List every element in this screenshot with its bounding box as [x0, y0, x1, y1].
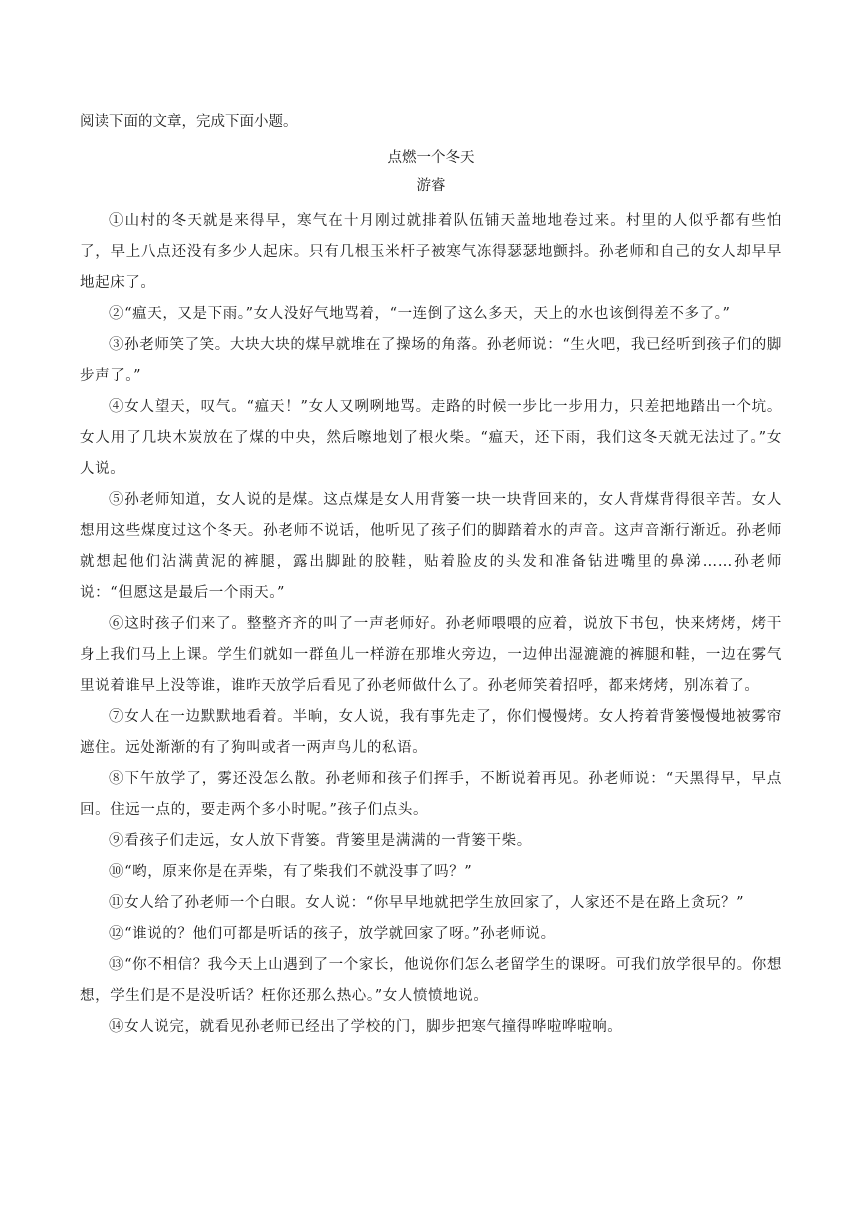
paragraph-7: ⑦女人在一边默默地看着。半晌，女人说，我有事先走了，你们慢慢烤。女人挎着背篓慢慢地被雾帘遮住。远处渐渐的有了狗叫或者一两声鸟儿的私语。: [80, 709, 782, 756]
paragraph-2: ②“瘟天，又是下雨。”女人没好气地骂着，“一连倒了这么多天，天上的水也该倒得差不多了。”: [109, 306, 731, 322]
paragraph-10: ⑩“哟，原来你是在弄柴，有了柴我们不就没事了吗？”: [109, 864, 473, 880]
instruction-text: 阅读下面的文章，完成下面小题。: [80, 114, 298, 130]
paragraph-8: ⑧下午放学了，雾还没怎么散。孙老师和孩子们挥手，不断说着再见。孙老师说：“天黑得早，早点回。住远一点的，要走两个多小时呢。”孩子们点头。: [80, 771, 782, 818]
article-title: 点燃一个冬天: [387, 150, 475, 166]
document-page: [80, 108, 782, 1043]
article-author: 游睿: [416, 178, 446, 194]
paragraph-12: ⑫“谁说的？他们可都是听话的孩子，放学就回家了呀。”孙老师说。: [109, 926, 556, 942]
paragraph-9: ⑨看孩子们走远，女人放下背篓。背篓里是满满的一背篓干柴。: [109, 833, 532, 849]
paragraph-13: ⑬“你不相信？我今天上山遇到了一个家长，他说你们怎么老留学生的课呀。可我们放学很早的。你想想，学生们是不是没听话？枉你还那么热心。”女人愤愤地说。: [80, 957, 782, 1004]
paragraph-1: ①山村的冬天就是来得早，寒气在十月刚过就排着队伍铺天盖地地卷过来。村里的人似乎都有些怕了，早上八点还没有多少人起床。只有几根玉米杆子被寒气冻得瑟瑟地颤抖。孙老师和自己的女人却早早地起床了。: [80, 213, 782, 291]
paragraph-4: ④女人望天，叹气。“瘟天！”女人又咧咧地骂。走路的时候一步比一步用力，只差把地踏出一个坑。女人用了几块木炭放在了煤的中央，然后嚓地划了根火柴。“瘟天，还下雨，我们这冬天就无法过了。”女人说。: [80, 399, 782, 477]
article-body: [80, 206, 782, 1043]
paragraph-11: ⑪女人给了孙老师一个白眼。女人说：“你早早地就把学生放回家了，人家还不是在路上贪玩？”: [109, 895, 745, 911]
paragraph-6: ⑥这时孩子们来了。整整齐齐的叫了一声老师好。孙老师喂喂的应着，说放下书包，快来烤烤，烤干身上我们马上上课。学生们就如一群鱼儿一样游在那堆火旁边，一边伸出湿漉漉的裤腿和鞋，一边在雾气里说着谁早上没等谁，谁昨天放学后看见了孙老师做什么了。孙老师笑着招呼，都来烤烤，别冻着了。: [80, 616, 782, 694]
paragraph-14: ⑭女人说完，就看见孙老师已经出了学校的门，脚步把寒气撞得哗啦哗啦响。: [109, 1019, 623, 1035]
paragraph-3: ③孙老师笑了笑。大块大块的煤早就堆在了操场的角落。孙老师说：“生火吧，我已经听到孩子们的脚步声了。”: [80, 337, 782, 384]
paragraph-5: ⑤孙老师知道，女人说的是煤。这点煤是女人用背篓一块一块背回来的，女人背煤背得很辛苦。女人想用这些煤度过这个冬天。孙老师不说话，他听见了孩子们的脚踏着水的声音。这声音渐行渐近。孙老师就想起他们沾满黄泥的裤腿，露出脚趾的胶鞋，贴着脸皮的头发和准备钻进嘴里的鼻涕……孙老师说：“但愿这是最后一个雨天。”: [80, 492, 782, 601]
